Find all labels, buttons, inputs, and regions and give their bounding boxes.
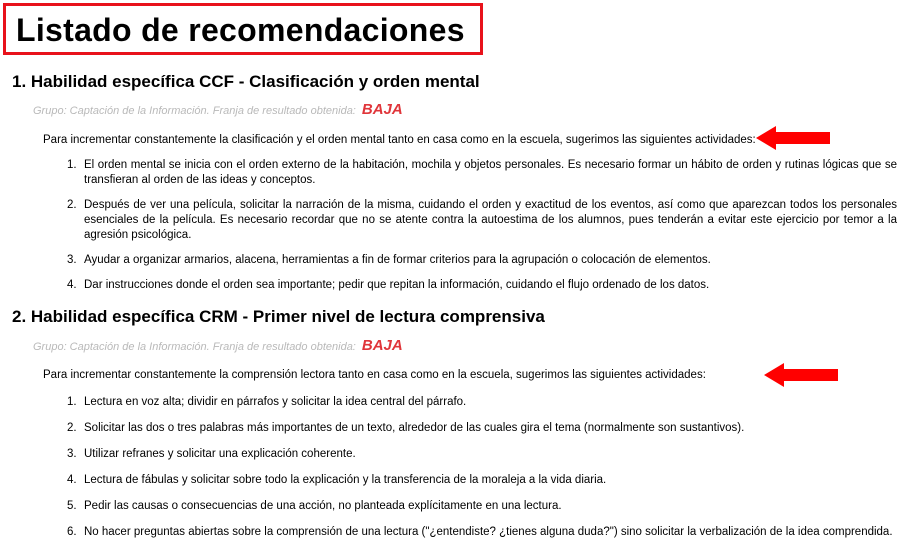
list-item-number: 3. xyxy=(67,254,77,266)
list-item-number: 3. xyxy=(67,448,77,460)
section-2-title: 2. Habilidad específica CRM - Primer nivel de lectura comprensiva xyxy=(12,307,545,326)
list-item-number: 2. xyxy=(67,422,77,434)
section-1-group-text: Grupo: Captación de la Información. Franja de resultado obtenida: xyxy=(33,105,356,117)
section-1-activity-list xyxy=(67,158,897,293)
list-item xyxy=(67,278,897,293)
list-item-text: El orden mental se inicia con el orden externo de la habitación, mochila y objetos personales. Es necesario formar un hábito de orden y rutinas lógicas que se transfieran al orden de las ideas y conceptos. xyxy=(84,159,897,186)
red-arrow-icon xyxy=(764,362,838,388)
section-1-group-line xyxy=(33,103,403,118)
section-1-intro: Para incrementar constantemente la clasificación y el orden mental tanto en casa como en la escuela, sugerimos las siguientes actividades: xyxy=(43,134,756,146)
list-item-text: Pedir las causas o consecuencias de una acción, no planteada explícitamente en una lectura. xyxy=(84,500,562,512)
list-item xyxy=(67,395,897,410)
list-item xyxy=(67,158,897,188)
list-item xyxy=(67,421,897,436)
list-item-text: Lectura de fábulas y solicitar sobre todo la explicación y la transferencia de la moraleja a la vida diaria. xyxy=(84,474,607,486)
section-2-level-badge: BAJA xyxy=(361,337,403,354)
list-item-text: Lectura en voz alta; dividir en párrafos y solicitar la idea central del párrafo. xyxy=(84,396,467,408)
list-item-number: 1. xyxy=(67,159,77,171)
list-item-text: Ayudar a organizar armarios, alacena, herramientas a fin de formar criterios para la agrupación o colocación de elementos. xyxy=(84,254,711,266)
section-1-level-badge: BAJA xyxy=(361,101,403,118)
list-item xyxy=(67,447,897,462)
section-2-intro: Para incrementar constantemente la comprensión lectora tanto en casa como en la escuela, sugerimos las siguientes actividades: xyxy=(43,369,706,381)
list-item-number: 2. xyxy=(67,199,77,211)
list-item-number: 6. xyxy=(67,526,77,538)
list-item-number: 4. xyxy=(67,279,77,291)
section-2-group-text: Grupo: Captación de la Información. Franja de resultado obtenida: xyxy=(33,341,356,353)
list-item-text: No hacer preguntas abiertas sobre la comprensión de una lectura ("¿entendiste? ¿tienes alguna duda?") sino solicitar la verbalización de la idea comprendida. xyxy=(84,526,893,538)
list-item-text: Utilizar refranes y solicitar una explicación coherente. xyxy=(84,448,356,460)
list-item-text: Dar instrucciones donde el orden sea importante; pedir que repitan la información, cuidando el flujo ordenado de los datos. xyxy=(84,279,710,291)
page-title: Listado de recomendaciones xyxy=(16,12,465,48)
section-2-group-line xyxy=(33,339,403,354)
list-item xyxy=(67,525,897,540)
list-item-number: 1. xyxy=(67,396,77,408)
section-1-title: 1. Habilidad específica CCF - Clasificación y orden mental xyxy=(12,72,480,91)
list-item xyxy=(67,253,897,268)
list-item xyxy=(67,499,897,514)
page-title-box xyxy=(3,3,483,55)
list-item xyxy=(67,198,897,243)
section-2-activity-list xyxy=(67,395,897,540)
list-item-text: Solicitar las dos o tres palabras más importantes de un texto, alrededor de las cuales gira el tema (normalmente son sustantivos). xyxy=(84,422,745,434)
list-item-number: 4. xyxy=(67,474,77,486)
list-item xyxy=(67,473,897,488)
red-arrow-icon xyxy=(756,125,830,151)
list-item-text: Después de ver una película, solicitar la narración de la misma, cuidando el orden y exactitud de los eventos, así como que aparezcan todos los personales esenciales de la película. Es necesario recordar que no se atente contra la autoestima de los alumnos, pues tenderán a evitar este ejercicio por temor a la agresión psicológica. xyxy=(84,199,897,241)
list-item-number: 5. xyxy=(67,500,77,512)
